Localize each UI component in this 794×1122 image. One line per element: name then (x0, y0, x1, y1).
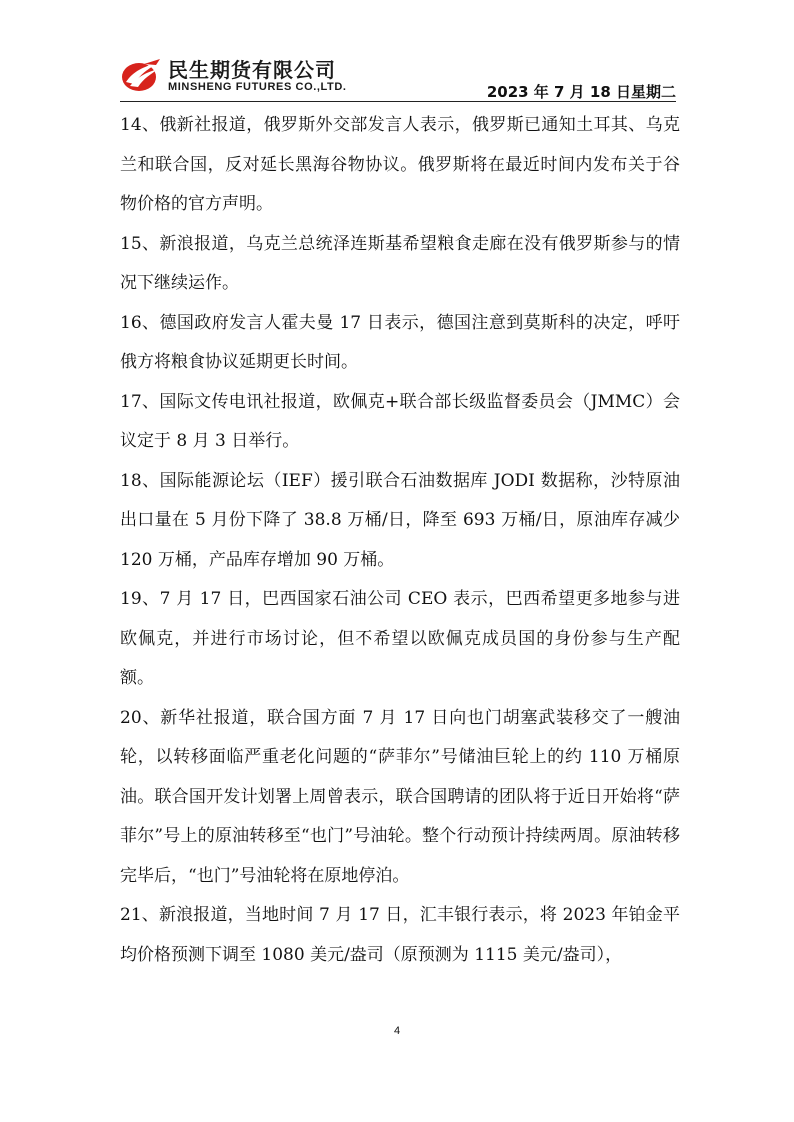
report-date: 2023 年 7 月 18 日星期二 (486, 83, 676, 101)
news-item-15: 15、新浪报道，乌克兰总统泽连斯基希望粮食走廊在没有俄罗斯参与的情况下继续运作。 (120, 233, 680, 293)
news-item-14: 14、俄新社报道，俄罗斯外交部发言人表示，俄罗斯已通知土耳其、乌克兰和联合国，反对延长黑海谷物协议。俄罗斯将在最近时间内发布关于谷物价格的官方声明。 (120, 115, 680, 214)
page-number: 4 (393, 1025, 401, 1037)
news-item-20: 20、新华社报道，联合国方面 7 月 17 日向也门胡塞武装移交了一艘油轮，以转移面临严重老化问题的“萨菲尔”号储油巨轮上的约 110 万桶原油。联合国开发计划署上周曾表示，联合国聘请的团队将于近日开始将“萨菲尔”号上的原油转移至“也门”号油轮。整个行动预计持续两周。原油转移完毕后，“也门”号油轮将在原地停泊。 (120, 707, 680, 886)
news-item-19: 19、7 月 17 日，巴西国家石油公司 CEO 表示，巴西希望更多地参与进欧佩克，并进行市场讨论，但不希望以欧佩克成员国的身份参与生产配额。 (120, 589, 680, 688)
logo-english-name: MINSHENG FUTURES CO.,LTD. (168, 81, 347, 93)
news-item-21: 21、新浪报道，当地时间 7 月 17 日，汇丰银行表示，将 2023 年铂金平均价格预测下调至 1080 美元/盎司（原预测为 1115 美元/盎司）， (120, 905, 680, 965)
news-list (120, 106, 680, 975)
company-logo (120, 54, 380, 98)
news-item-17: 17、国际文传电讯社报道，欧佩克+联合部长级监督委员会（JMMC）会议定于 8 月 3 日举行。 (120, 391, 680, 451)
header-divider (120, 101, 676, 102)
logo-chinese-name: 民生期货有限公司 (168, 58, 336, 82)
minsheng-logo-icon (120, 56, 162, 94)
page-header (120, 48, 676, 102)
news-item-16: 16、德国政府发言人霍夫曼 17 日表示，德国注意到莫斯科的决定，呼吁俄方将粮食协议延期更长时间。 (120, 312, 680, 372)
news-item-18: 18、国际能源论坛（IEF）援引联合石油数据库 JODI 数据称，沙特原油出口量在 5 月份下降了 38.8 万桶/日，降至 693 万桶/日，原油库存减少 120 万桶，产品库存增加 90 万桶。 (120, 470, 680, 570)
